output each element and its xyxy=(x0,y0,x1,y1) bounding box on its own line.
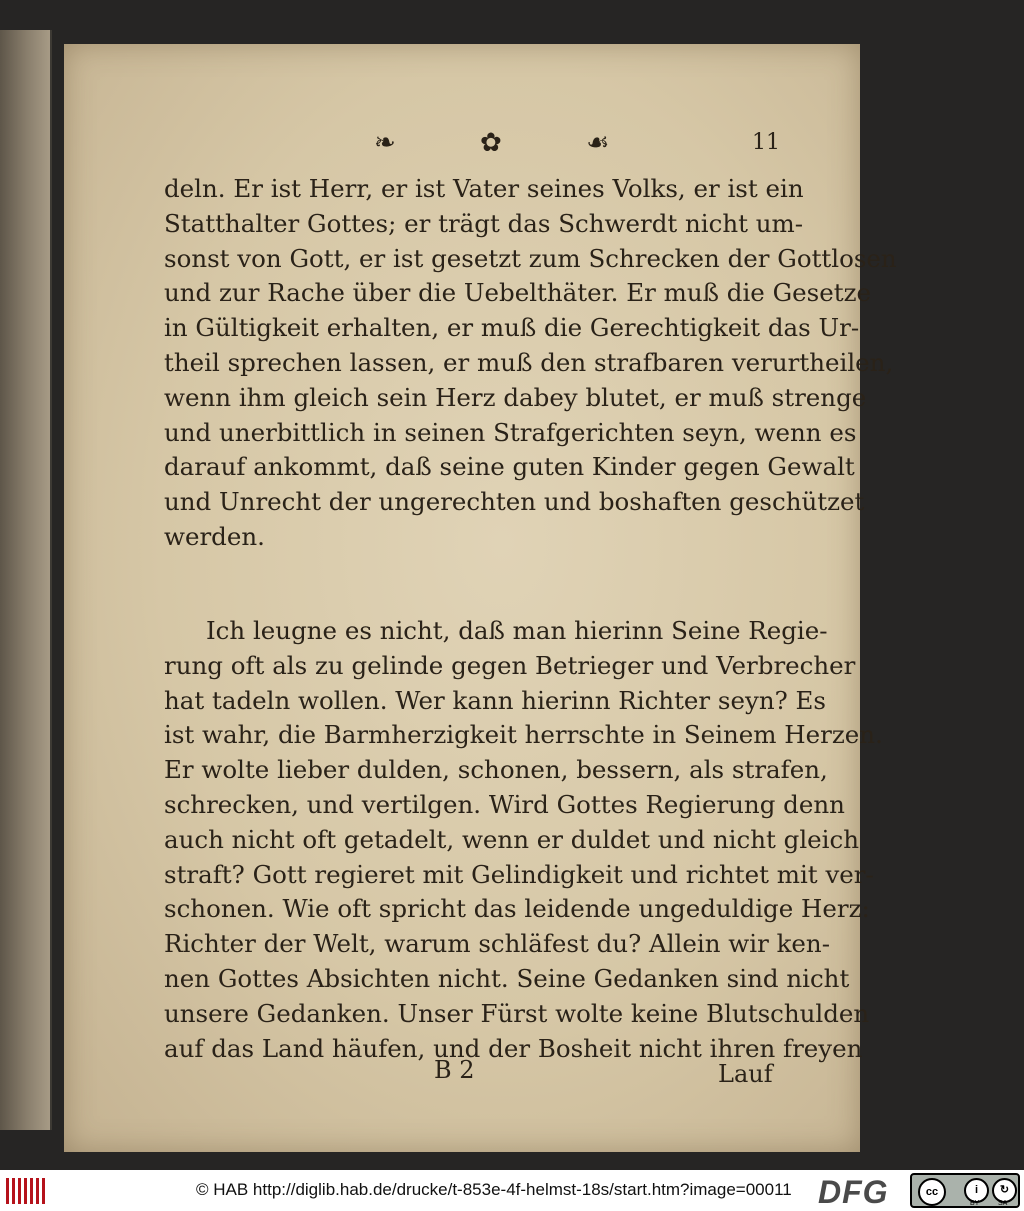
page-number: 11 xyxy=(752,130,780,155)
text-line: werden. xyxy=(164,521,265,551)
text-line: in Gültigkeit erhalten, er muß die Gerechtigkeit das Ur- xyxy=(164,313,860,343)
text-line: unsere Gedanken. Unser Fürst wolte keine Blutschulden xyxy=(164,998,870,1028)
viewer-footer xyxy=(0,1170,1024,1211)
adjacent-page-edge xyxy=(0,30,52,1130)
paragraph-2 xyxy=(164,614,883,1066)
text-line: Richter der Welt, warum schläfest du? Allein wir ken- xyxy=(164,929,830,959)
text-line: darauf ankommt, daß seine guten Kinder gegen Gewalt xyxy=(164,452,855,482)
text-line: auch nicht oft getadelt, wenn er duldet und nicht gleich xyxy=(164,824,860,854)
text-line: auf das Land häufen, und der Bosheit nicht ihren freyen xyxy=(164,1033,863,1063)
page-header xyxy=(64,124,860,164)
text-line: nen Gottes Absichten nicht. Seine Gedanken sind nicht xyxy=(164,963,850,993)
hab-logo-icon[interactable] xyxy=(6,1178,46,1204)
text-line: theil sprechen lassen, er muß den strafbaren verurtheilen, xyxy=(164,347,894,377)
paragraph-1 xyxy=(164,172,897,555)
text-line: straft? Gott regieret mit Gelindigkeit und richtet mit ver- xyxy=(164,859,874,889)
cc-license-icon[interactable] xyxy=(910,1173,1020,1208)
cc-sa-label: SA xyxy=(998,1200,1008,1207)
text-line: und zur Rache über die Uebelthäter. Er muß die Gesetze xyxy=(164,278,871,308)
book-page xyxy=(64,44,897,1152)
catchword: Lauf xyxy=(718,1060,773,1088)
cc-circle-icon: cc xyxy=(918,1178,946,1206)
signature-mark: B 2 xyxy=(434,1056,475,1084)
text-line: Er wolte lieber dulden, schonen, bessern, als strafen, xyxy=(164,755,828,785)
cc-by-label: BY xyxy=(970,1200,980,1207)
dfg-logo[interactable]: DFG xyxy=(818,1174,889,1210)
text-line: und Unrecht der ungerechten und boshaften geschützet xyxy=(164,487,865,517)
text-line: sonst von Gott, er ist gesetzt zum Schrecken der Gottlosen xyxy=(164,243,897,273)
text-line: schonen. Wie oft spricht das leidende ungeduldige Herz: xyxy=(164,894,870,924)
text-line: rung oft als zu gelinde gegen Betrieger und Verbrecher xyxy=(164,650,856,680)
share-alike-icon: ↻ xyxy=(992,1178,1017,1203)
text-line: hat tadeln wollen. Wer kann hierinn Richter seyn? Es xyxy=(164,685,826,715)
text-line: ist wahr, die Barmherzigkeit herrschte in Seinem Herzen. xyxy=(164,720,883,750)
header-ornament-icon: ❧ ✿ ☙ xyxy=(374,128,648,158)
text-line: deln. Er ist Herr, er ist Vater seines Volks, er ist ein xyxy=(164,174,804,203)
by-person-icon: i xyxy=(964,1178,989,1203)
text-line: Ich leugne es nicht, daß man hierinn Seine Regie- xyxy=(206,616,828,645)
text-line: und unerbittlich in seinen Strafgerichten seyn, wenn es xyxy=(164,417,857,447)
text-line: schrecken, und vertilgen. Wird Gottes Regierung denn xyxy=(164,789,845,819)
text-line: Statthalter Gottes; er trägt das Schwerdt nicht um- xyxy=(164,208,804,238)
source-url-link[interactable]: © HAB http://diglib.hab.de/drucke/t-853e-4f-helmst-18s/start.htm?image=00011 xyxy=(196,1180,792,1199)
text-line: wenn ihm gleich sein Herz dabey blutet, er muß strenge xyxy=(164,382,867,412)
